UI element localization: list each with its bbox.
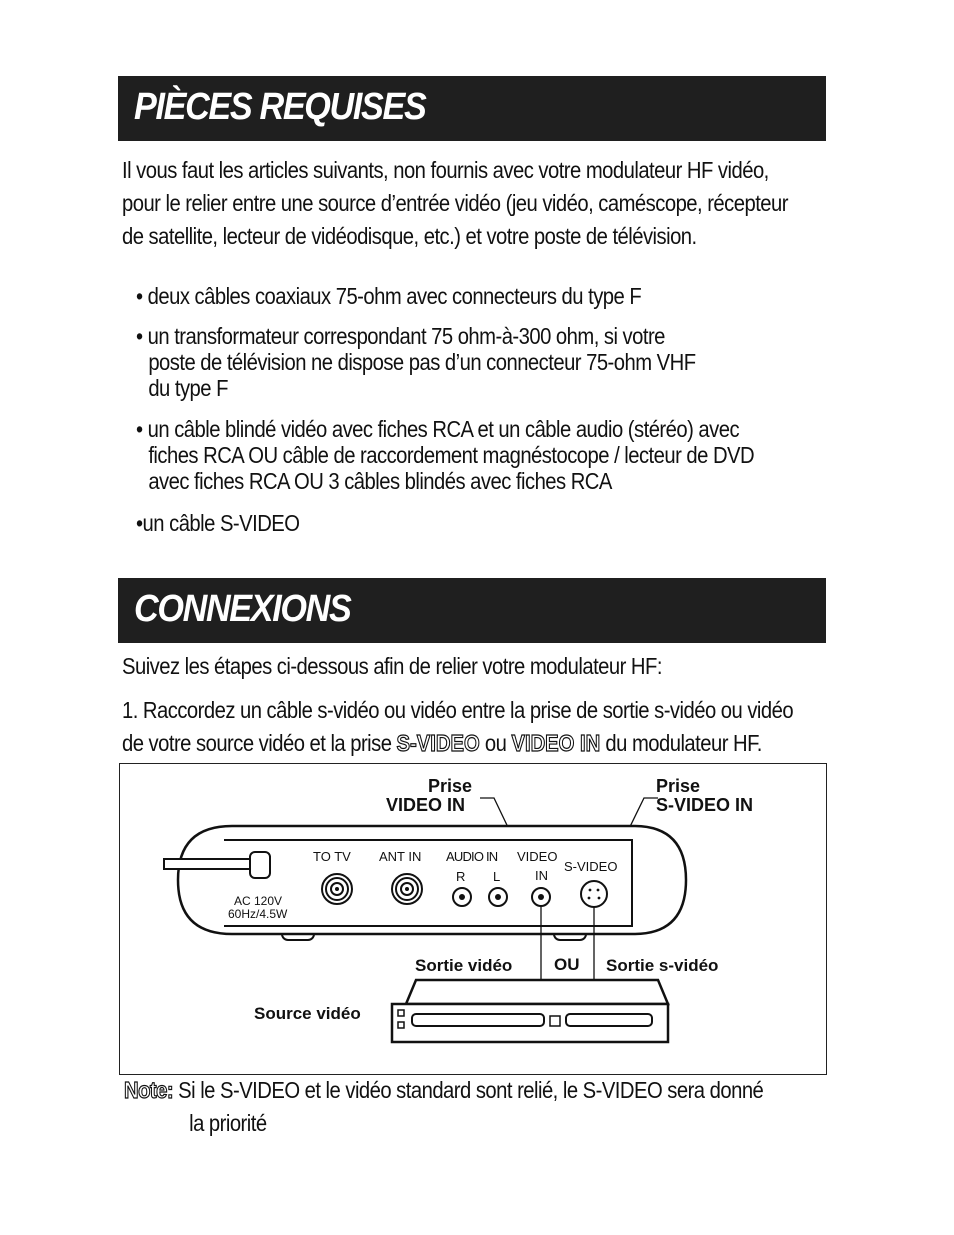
to-tv-connector [322, 874, 352, 904]
list-item [136, 416, 754, 494]
power-plug [250, 852, 270, 878]
port-label-to-tv: TO TV [313, 849, 351, 864]
port-label-video-in: IN [535, 868, 548, 883]
port-label-audio-in: AUDIO IN [446, 849, 498, 864]
ou-label: OU [554, 955, 580, 974]
step-1-line: 1. Raccordez un câble s-vidéo ou vidéo entre la prise de sortie s-vidéo ou vidéo [122, 697, 794, 723]
section-title: PIÈCES REQUISES [134, 86, 426, 128]
note [124, 1074, 763, 1140]
source-video-label: Source vidéo [254, 1004, 361, 1023]
callout-video-in-line2: VIDEO IN [386, 795, 466, 815]
audio-r-jack [453, 888, 471, 906]
video-source-device [392, 980, 668, 1042]
step-1-line [122, 727, 793, 760]
ant-in-connector [392, 874, 422, 904]
step-1-text: ou [479, 730, 512, 756]
list-item [136, 510, 299, 536]
step-1-text: du modulateur HF. [600, 730, 762, 756]
note-line [124, 1074, 763, 1107]
video-in-jack [532, 888, 550, 906]
list-item-line: •un câble S-VIDEO [136, 510, 300, 536]
sortie-svideo-label: Sortie s-vidéo [606, 956, 719, 975]
power-label-line2: 60Hz/4.5W [228, 907, 288, 921]
list-item-line: du type F [148, 375, 228, 401]
list-item [136, 283, 641, 309]
list-item-line: • un câble blindé vidéo avec fiches RCA et un câble audio (stéréo) avec [136, 416, 740, 442]
power-label-line1: AC 120V [234, 894, 283, 908]
connection-diagram [119, 763, 827, 1075]
step-1-text: de votre source vidéo et la prise [122, 730, 397, 756]
callout-svideo-in-line1: Prise [656, 776, 701, 796]
list-item-line: fiches RCA OU câble de raccordement magnéstocope / lecteur de DVD [148, 442, 755, 468]
section-banner-connexions [118, 578, 826, 643]
list-item-line: • un transformateur correspondant 75 ohm-à-300 ohm, si votre [136, 323, 665, 349]
list-item-line: • deux câbles coaxiaux 75-ohm avec connecteurs du type F [136, 283, 642, 309]
port-label-audio-r: R [456, 869, 466, 884]
callout-video-in-line1: Prise [428, 776, 473, 796]
svideo-label: S-VIDEO [396, 730, 480, 756]
intro-paragraph [122, 154, 788, 253]
section-banner-pieces-requises [118, 76, 826, 141]
note-text: Si le S-VIDEO et le vidéo standard sont relié, le S-VIDEO sera donné [173, 1077, 764, 1103]
intro-line: Il vous faut les articles suivants, non fournis avec votre modulateur HF vidéo, [122, 157, 769, 183]
diagram-svg [120, 764, 826, 1074]
list-item-line: poste de télévision ne dispose pas d’un connecteur 75-ohm VHF [148, 349, 696, 375]
port-label-svideo: S-VIDEO [564, 859, 618, 874]
list-item-line: avec fiches RCA OU 3 câbles blindés avec fiches RCA [148, 468, 612, 494]
port-label-video: VIDEO [517, 849, 558, 864]
connexions-intro: Suivez les étapes ci-dessous afin de relier votre modulateur HF: [122, 653, 662, 679]
video-in-label: VIDEO IN [511, 730, 601, 756]
step-1 [122, 694, 793, 760]
intro-line: de satellite, lecteur de vidéodisque, etc.) et votre poste de télévision. [122, 223, 697, 249]
section-title: CONNEXIONS [134, 588, 351, 630]
note-line: la priorité [189, 1110, 267, 1136]
port-label-audio-l: L [493, 869, 501, 884]
sortie-video-label: Sortie vidéo [415, 956, 513, 975]
callout-svideo-in-line2: S-VIDEO IN [656, 795, 754, 815]
audio-l-jack [489, 888, 507, 906]
note-label: Note: [124, 1077, 174, 1103]
intro-line: pour le relier entre une source d’entrée vidéo (jeu vidéo, caméscope, récepteur [122, 190, 788, 216]
list-item [136, 323, 696, 401]
port-label-ant-in: ANT IN [379, 849, 422, 864]
svideo-in-jack [581, 881, 607, 907]
